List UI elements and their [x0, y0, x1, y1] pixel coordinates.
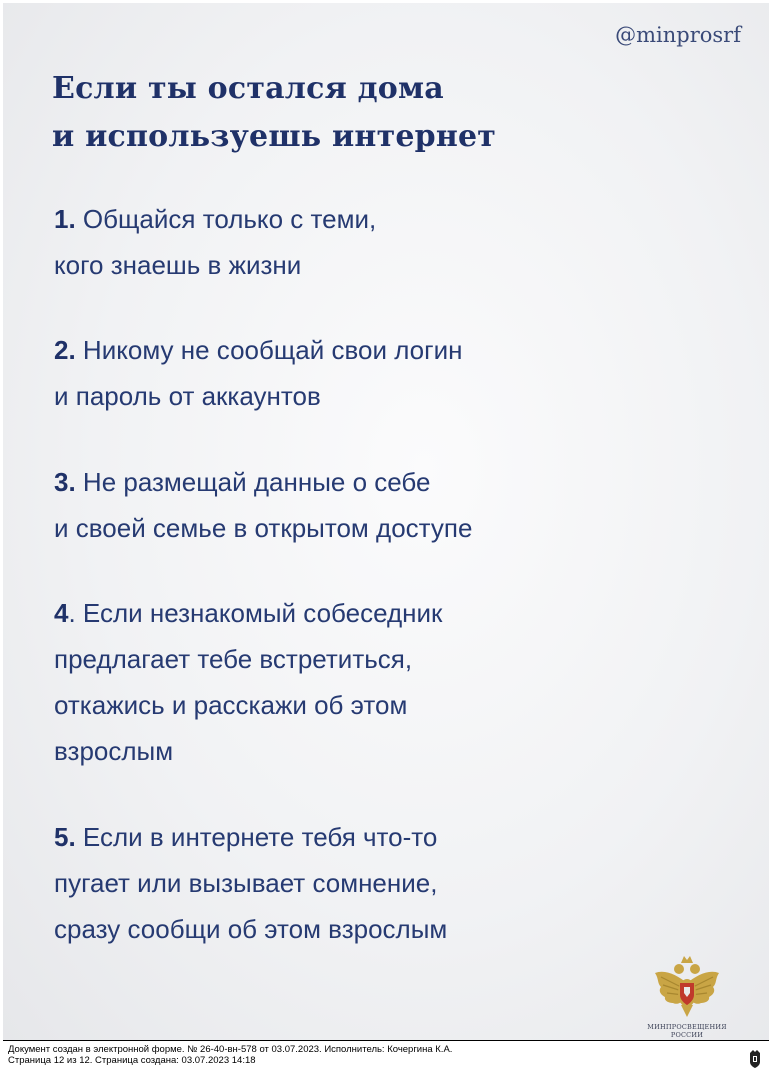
tip-line [54, 814, 754, 860]
tip-number: 1. [54, 204, 76, 234]
tip-item-3 [54, 459, 754, 551]
tip-text: взрослым [54, 736, 174, 766]
headline-line: Если ты остался дома [52, 71, 444, 106]
tip-number: 3. [54, 467, 76, 497]
footer-line: Документ создан в электронной форме. № 26-40-вн-578 от 03.07.2023. Исполнитель: Кочергина К.А. [8, 1044, 453, 1055]
tip-text: предлагает тебе встретиться, [54, 644, 413, 674]
tip-line [54, 459, 754, 505]
headline [52, 65, 692, 161]
tip-number: 4 [54, 598, 69, 628]
tip-number: 2. [54, 335, 76, 365]
tip-text: Если в интернете тебя что-то [82, 822, 438, 852]
tip-item-2 [54, 327, 754, 419]
footer-divider [3, 1040, 769, 1041]
tip-item-1 [54, 196, 754, 288]
tip-text: Не размещай данные о себе [82, 467, 431, 497]
double-headed-eagle-emblem-icon [651, 953, 723, 1019]
headline-line: и используешь интернет [52, 119, 497, 154]
poster [3, 3, 769, 1040]
tip-text: сразу сообщи об этом взрослым [54, 914, 448, 944]
tip-text: . Если незнакомый собеседник [68, 598, 443, 628]
tip-text: пугает или вызывает сомнение, [54, 868, 438, 898]
tip-text: кого знаешь в жизни [54, 250, 302, 280]
regional-emblem-icon [748, 1049, 762, 1069]
logo-caption-line: МИНПРОСВЕЩЕНИЯ [647, 1023, 727, 1031]
social-handle: @minprosrf [615, 23, 741, 47]
tip-text: Общайся только с теми, [82, 204, 377, 234]
logo-caption-line: РОССИИ [670, 1031, 704, 1039]
tip-text: и пароль от аккаунтов [54, 381, 321, 411]
tip-item-4 [54, 590, 754, 774]
tip-text: и своей семье в открытом доступе [54, 513, 473, 543]
logo-caption [637, 1023, 737, 1039]
document-footer [8, 1044, 708, 1066]
tip-line [54, 327, 754, 373]
tip-number: 5. [54, 822, 76, 852]
tip-item-5 [54, 814, 754, 952]
tip-line [54, 196, 754, 242]
footer-line: Страница 12 из 12. Страница создана: 03.07.2023 14:18 [8, 1055, 256, 1066]
tip-text: Никому не сообщай свои логин [82, 335, 463, 365]
tip-line [54, 590, 754, 636]
tip-text: откажись и расскажи об этом [54, 690, 408, 720]
